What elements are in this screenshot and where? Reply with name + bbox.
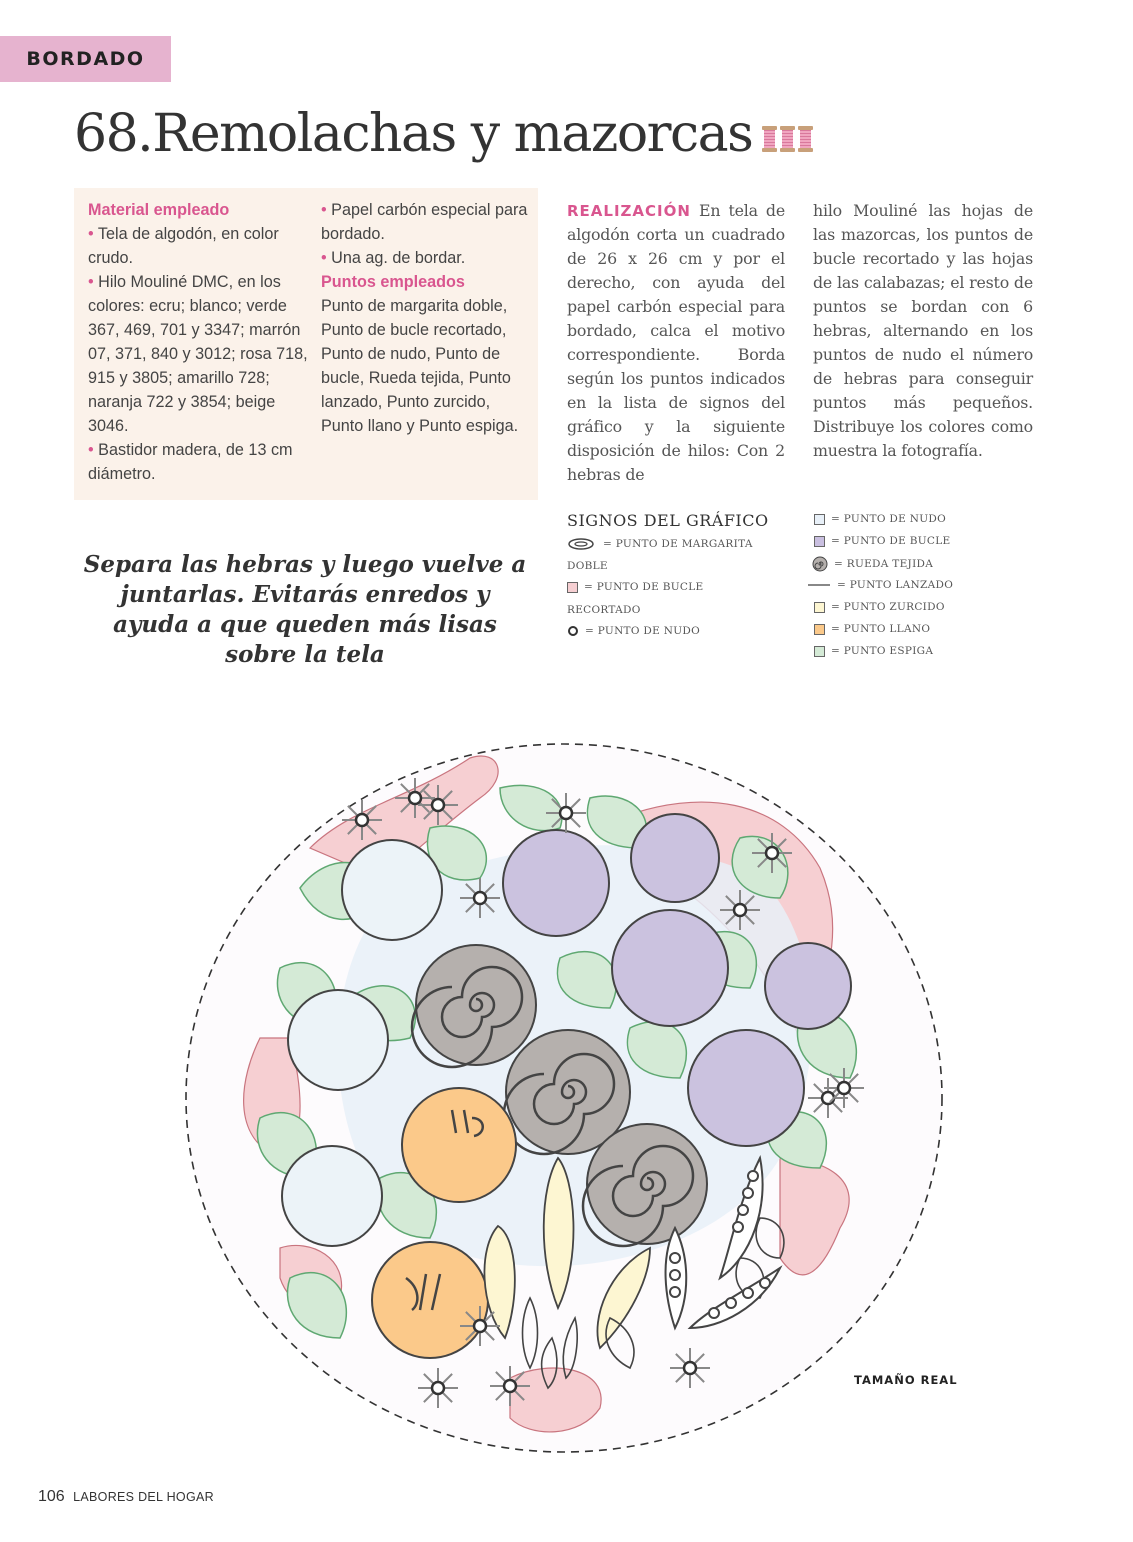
realizacion-lead: REALIZACIÓN	[567, 202, 691, 220]
material-item: • Bastidor madera, de 13 cm diámetro.	[88, 441, 293, 483]
material-item: • Tela de algodón, en color crudo.	[88, 225, 279, 267]
knot-star	[460, 1306, 500, 1346]
embroidery-pattern	[180, 738, 948, 1458]
material-box	[74, 188, 538, 500]
page-title: 68.Remolachas y mazorcas	[74, 104, 753, 164]
knot-star	[418, 785, 458, 825]
material-item: • Hilo Mouliné DMC, en los colores: ecru; blanco; verde 367, 469, 701 y 3347; marrón 07, 371, 840 y 3012; rosa 718, 915 y 3805; amarillo 728; naranja 722 y 3854; beige 3046.	[88, 273, 308, 435]
legend-nudo: = PUNTO DE NUDO	[567, 625, 700, 637]
knot-icon	[567, 625, 579, 637]
spool-icon	[762, 126, 777, 152]
legend-bucle: = PUNTO DE BUCLE	[814, 535, 950, 547]
knot-star	[490, 1366, 530, 1406]
magazine-name: LABORES DEL HOGAR	[73, 1490, 214, 1504]
knot-star	[418, 1368, 458, 1408]
legend-margarita-extra: DOBLE	[567, 560, 608, 572]
material-column	[88, 198, 308, 486]
puntos-column	[321, 198, 536, 438]
tip-quote: Separa las hebras y luego vuelve a juntarlas. Evitarás enredos y ayuda a que queden más lisas sobre la tela	[83, 551, 527, 668]
knot-star	[546, 793, 586, 833]
knot-star	[720, 890, 760, 930]
legend-espiga: = PUNTO ESPIGA	[814, 645, 933, 657]
knot-star	[824, 1068, 864, 1108]
spool-icon	[780, 126, 795, 152]
spool-icon	[798, 126, 813, 152]
section-tag: BORDADO	[0, 36, 171, 82]
knot-star	[460, 878, 500, 918]
material-item: • Papel carbón especial para bordado.	[321, 201, 528, 243]
material-heading: Material empleado	[88, 201, 230, 219]
legend-margarita: = PUNTO DE MARGARITA	[567, 537, 753, 551]
legend-rueda: = RUEDA TEJIDA	[812, 556, 933, 572]
realizacion-col-2: hilo Mouliné las hojas de las mazorcas, los puntos de bucle recortado y las hojas de las calabazas; el resto de puntos se bordan con 6 hebras, alternando en los puntos de nudo el número de hebras para conseguir puntos más pequeños. Distribuye los colores como muestra la fotografía.	[813, 201, 1033, 460]
puntos-text: Punto de margarita doble, Punto de bucle recortado, Punto de nudo, Punto de bucle, Rueda tejida, Punto lanzado, Punto zurcido, Punto llano y Punto espiga.	[321, 297, 519, 435]
knot-star	[342, 800, 382, 840]
tamano-real-label: TAMAÑO REAL	[854, 1373, 958, 1387]
difficulty-spools	[762, 126, 813, 152]
legend-nudo-blue: = PUNTO DE NUDO	[814, 513, 946, 525]
legend-zurcido: = PUNTO ZURCIDO	[814, 601, 945, 613]
legend-title: SIGNOS DEL GRÁFICO	[567, 511, 769, 530]
legend-bucle-extra: RECORTADO	[567, 604, 641, 616]
legend-llano: = PUNTO LLANO	[814, 623, 930, 635]
line-icon	[807, 582, 831, 588]
knot-star	[395, 778, 435, 818]
legend-bucle-recortado: = PUNTO DE BUCLE	[567, 581, 703, 593]
material-item: • Una ag. de bordar.	[321, 249, 466, 267]
title-row	[74, 104, 813, 164]
puntos-heading: Puntos empleados	[321, 273, 465, 291]
spiral-icon	[812, 556, 828, 572]
knot-star	[752, 833, 792, 873]
page-number: 106	[38, 1488, 65, 1505]
pink-swatch	[567, 582, 578, 593]
realizacion-text: En tela de algodón corta un cuadrado de 26 x 26 cm y por el derecho, con ayuda del papel carbón especial para bordado, calca el motivo correspondiente. Borda según los puntos indicados en la lista de signos del gráfico y la siguiente disposición de hilos: Con 2 hebras de	[567, 201, 785, 484]
realizacion-col-1	[567, 199, 785, 487]
margarita-icon	[567, 537, 597, 551]
footer	[38, 1488, 214, 1506]
legend-lanzado: = PUNTO LANZADO	[807, 579, 953, 591]
knot-star	[670, 1348, 710, 1388]
